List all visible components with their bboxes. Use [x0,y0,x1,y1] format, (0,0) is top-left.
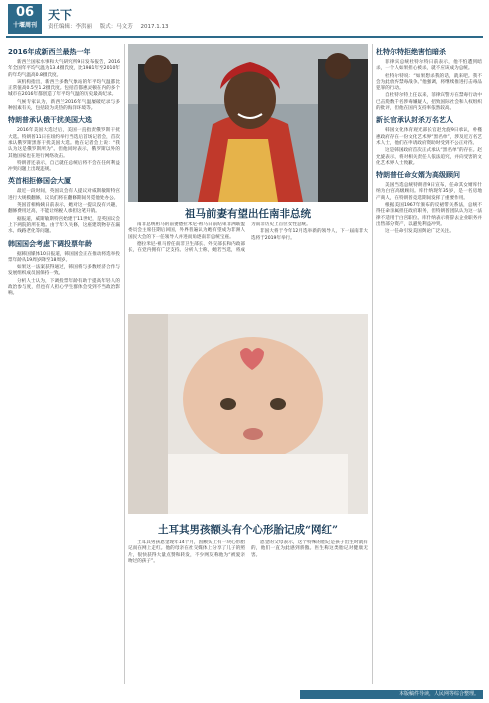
left-column [8,44,120,684]
article-paragraph: 最近一段时间，英国议会有人提议对威斯敏斯特宫进行大规模翻修，议员们将在翻修期间另觅他处办公。 [8,189,120,201]
article-title: 2016年成新西兰最热一年 [8,48,91,56]
article-paragraph: 特朗普还表示，自己就任总统后将不会在任何利益冲突问题上出现违规。 [8,160,120,173]
photo-illustration [128,314,368,514]
article-paragraph: 据韩国媒体10日报道，韩国国会正在推动将选举投票年龄从19周岁降至18周岁。 [8,251,120,263]
article-paragraph: 气候专家认为，新西兰2016年气温屡破纪录与多种因素有关，包括较为炎热的海洋环境等。 [8,99,120,112]
footer-bar: 本版稿件导读，人民网等综合整理。 [300,690,483,699]
article-paragraph: 恩金的父母表示，这个特殊的胎记是孩子出生时就有的，他们一直为此感到骄傲。医生称这类胎记对健康无害。 [251,540,368,558]
top-article-body [128,222,368,310]
article-paragraph: 自杜特尔特上任以来，菲律宾警方在禁毒行动中已击毙数千名涉毒嫌疑人，招致国际社会和人权组织的批评，但他在国内支持率依然较高。 [376,93,482,112]
header-rule [6,36,483,38]
article-title: 杜特尔特拒绝害怕暗杀 [376,48,446,56]
article-paragraph: 英国首相梅姨日前表示，她对这一提议没有兴趣，翻修费用过高，不能让纳税人承担这笔开销。 [8,203,120,215]
article-paragraph: 如果这一法案获得通过，韩国将与多数经济合作与发展组织成员国保持一致。 [8,265,120,277]
article-paragraph: 这是韩国政府首次正式承认“黑名单”的存在。赵允旋表示，将对相关责任人依法追究，并向受害的文化艺术界人士致歉。 [376,148,482,166]
column-divider [124,44,125,684]
article-title: 韩国国会考虑下调投票年龄 [8,239,92,248]
article-paragraph: 德拉米尼-祖马曾任南非卫生部长、外交部长和内政部长，在党内拥有广泛支持。分析人士称，她若当选，将成为南非历史上首位女性总统。 [128,222,311,254]
article-title: 特朗普任命女婿为高级顾问 [376,171,460,180]
article-paragraph: 2016年美国大选过后，美国一直指责俄罗斯干扰大选。特朗普11日在纽约举行当选后首场记者会，首次承认俄罗斯黑客干扰美国大选。他在记者会上说：“我认为这是俄罗斯所为”。但他同时表示，俄罗斯以外的其他国家也在进行网络攻击。 [8,128,120,159]
article-paragraph: 非国大将于今年12月选举新的领导人，下一届南非大选将于2019年举行。 [251,229,368,241]
article-title: 特朗普承认俄干扰美国大选 [8,116,92,125]
article-paragraph: 南非总统祖马的前妻德拉米尼-祖马日前结束非洲联盟委员会主席任期后回国，外界普遍认为她有望成为非洲人国民大会的下一任领导人并进而角逐南非总统宝座。 [128,222,245,240]
section-title: 天下 [48,8,73,22]
paper-name: 十堰周刊 [12,22,37,29]
headline-bottom: 土耳其男孩额头有个心形胎记成“网红” [157,524,339,536]
photo-baby [128,314,368,514]
article-paragraph: 杜特尔特说：“如果想杀我的话，就来吧。我不会为此放弃禁毒战争。”他强调，将继续推进打击毒品犯罪的行动。 [376,73,482,92]
masthead-date: 2017.1.13 [140,24,169,30]
page-number: 06 [15,5,35,20]
headline-top: 祖马前妻有望出任南非总统 [185,208,311,220]
photo-illustration [128,44,368,202]
article-paragraph: 据报道，威斯敏斯特宫始建于11世纪，是英国议会上下两院的所在地。由于年久失修，这座建筑物存在漏水、线路老化等问题。 [8,216,120,235]
page-number-badge [8,4,42,34]
masthead-editor: 责任编辑：李洪丽 [48,24,93,30]
bottom-article-body [128,540,368,684]
article-paragraph: 菲律宾总统杜特尔特日前表示，他不怕遭到暗杀，一个人如果担心被杀，就不应该成为总统。 [376,60,482,72]
article-title: 新长官承认封杀万名艺人 [376,116,453,125]
masthead-layout: 版式：马文芳 [99,24,133,30]
column-divider [372,44,373,684]
photo-dlamini-zuma [128,44,368,202]
article-paragraph: 根据美国1967年颁布的反裙带关系法，总统不得任命亲属担任政府职务，但特朗普团队认为这一法律不适用于白宫职位。库什纳表示将辞去企业职务并出售部分资产，以避免利益冲突。 [376,203,482,227]
article-paragraph: 美国当选总统特朗普9日宣布，任命其女婿库什纳为白宫高级顾问。库什纳现年35岁，是一名房地产商人，在特朗普竞选期间发挥了重要作用。 [376,183,482,201]
article-paragraph: 韩国文化体育观光部长官赵允旋9日承认，朴槿惠政府存在一份文化艺术界“黑名单”，涉及近万名艺术人士，他们在申请政府资助时受到不公正对待。 [376,128,482,146]
article-paragraph: 这一任命引发美国舆论广泛关注。 [385,229,454,235]
article-paragraph: 土耳其男孩恩金现年14个月，因额头上有一块心形胎记而在网上走红。他的母亲在社交媒体上分享了儿子的照片，很快获得大量点赞和转发，不少网友称他为“被爱亲吻过的孩子”。 [128,540,245,564]
right-column [376,44,482,684]
article-paragraph: 新西兰国家水事和大气研究所9日发布报告，2016年全国年平均气温为13.4摄氏度，比1981年至2010年的年均气温高0.8摄氏度。 [8,60,120,78]
article-paragraph: 该机构指出，新西兰多数气象站的年平均气温都比正常值高0.5至1.2摄氏度。包括首都惠灵顿在内的多个城市在2016年都创造了年平均气温的历史最高纪录。 [8,79,120,98]
article-paragraph: 分析人士认为，下调投票年龄有助于提高年轻人的政治参与度，但也有人担心学生群体会受到不当政治影响。 [8,278,120,297]
masthead-line [48,22,175,30]
article-title: 英首相拒修国会大厦 [8,177,71,186]
